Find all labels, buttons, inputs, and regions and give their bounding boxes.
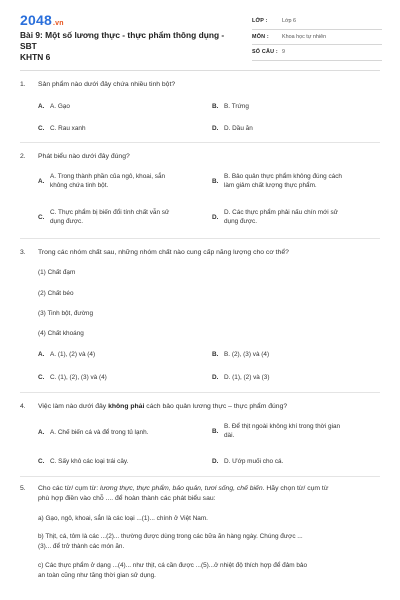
question-text: Việc làm nào dưới đây không phải cách bảo quản lương thực – thực phẩm đúng? <box>38 403 288 410</box>
meta-row-lop <box>252 14 382 30</box>
option-text: D. (1), (2) và (3) <box>224 374 270 381</box>
option-letter: A. <box>38 351 45 358</box>
option-text: B. (2), (3) và (4) <box>224 351 270 358</box>
option-text: A. (1), (2) và (4) <box>50 351 96 358</box>
fill-statement-a: a) Gạo, ngô, khoai, sắn là các loại ...(1)... chính ở Việt Nam. <box>38 515 208 522</box>
question-number: 3. <box>20 249 26 256</box>
list-item: (2) Chất béo <box>38 290 74 297</box>
option-letter: C. <box>38 214 45 221</box>
option-text: D. Các thực phẩm phải nấu chín mới sử dụng được. <box>224 209 338 225</box>
question-number: 4. <box>20 403 26 410</box>
option-letter: D. <box>212 458 219 465</box>
option-letter: D. <box>212 125 219 132</box>
option-c[interactable] <box>38 208 208 230</box>
question-number: 2. <box>20 153 26 160</box>
option-text: B. Bảo quản thực phẩm không đúng cách làm giảm chất lượng thực phẩm. <box>224 173 342 189</box>
meta-row-socau <box>252 45 382 61</box>
option-letter: C. <box>38 374 45 381</box>
title-line-1: Bài 9: Một số lương thực - thực phẩm thông dụng - SBT <box>20 30 225 51</box>
question-text: Sản phẩm nào dưới đây chứa nhiều tinh bột? <box>38 81 176 88</box>
question-divider <box>20 142 380 143</box>
option-letter: C. <box>38 458 45 465</box>
option-letter: D. <box>212 214 219 221</box>
fill-statement-c: c) Các thực phẩm ở dạng ...(4)... như thịt, cá cần được ...(5)...ở nhiệt độ thích hợp để đảm bảo an toàn cũng như tăng thời gian sử dụng. <box>38 562 308 579</box>
option-letter: A. <box>38 103 45 110</box>
option-letter: B. <box>212 428 219 435</box>
option-d[interactable] <box>212 208 382 230</box>
question-text: Cho các từ/ cụm từ: lương thực, thực phẩm, bảo quản, tươi sống, chế biến. Hãy chọn từ/ cụm từ phù hợp điền vào chỗ .... để hoàn thành các phát biểu sau: <box>38 485 329 502</box>
option-text: B. Để thịt ngoài không khí trong thời gian dài. <box>224 423 341 439</box>
list-item: (4) Chất khoáng <box>38 330 84 337</box>
option-letter: B. <box>212 103 219 110</box>
question-divider <box>20 476 380 477</box>
meta-table <box>252 14 382 61</box>
fill-statement-b: b) Thịt, cá, tôm là các ...(2)... thường được dùng trong các bữa ăn hàng ngày. Chúng được ... (3)... để trở thành các món ăn. <box>38 533 303 550</box>
question-text: Phát biểu nào dưới đây đúng? <box>38 153 130 160</box>
option-letter: D. <box>212 374 219 381</box>
header-divider <box>20 70 380 71</box>
page-title <box>20 30 240 63</box>
option-letter: A. <box>38 178 45 185</box>
meta-label: LỚP : <box>252 18 268 25</box>
option-text: B. Trứng <box>224 103 249 110</box>
meta-value: 9 <box>282 49 285 56</box>
option-b[interactable] <box>212 422 382 444</box>
option-text: A. Gạo <box>50 103 70 110</box>
option-letter: A. <box>38 429 45 436</box>
option-letter: B. <box>212 178 219 185</box>
meta-label: SỐ CÂU : <box>252 49 278 56</box>
option-text: C. Sấy khô các loại trái cây. <box>50 458 129 465</box>
option-text: A. Chế biến cá và để trong tủ lạnh. <box>50 429 149 436</box>
question-number: 1. <box>20 81 26 88</box>
option-text: D. Ướp muối cho cá. <box>224 458 284 465</box>
option-text: C. Rau xanh <box>50 125 86 132</box>
question-number: 5. <box>20 485 26 492</box>
option-letter: C. <box>38 125 45 132</box>
option-text: A. Trong thành phần của ngô, khoai, sắn không chứa tinh bột. <box>50 173 166 189</box>
option-letter: B. <box>212 351 219 358</box>
question-divider <box>20 238 380 239</box>
site-logo[interactable]: 2048.vn <box>20 12 64 28</box>
option-text: D. Dầu ăn <box>224 125 253 132</box>
question-5 <box>20 484 380 506</box>
list-item: (1) Chất đạm <box>38 269 76 276</box>
option-a[interactable] <box>38 172 208 194</box>
header <box>0 0 400 70</box>
meta-row-mon <box>252 30 382 46</box>
option-b[interactable] <box>212 172 382 194</box>
option-text: C. Thực phẩm bị biến đổi tính chất vẫn sử dụng được. <box>50 209 170 225</box>
list-item: (3) Tinh bột, đường <box>38 310 94 317</box>
meta-label: MÔN : <box>252 33 269 40</box>
title-line-2: KHTN 6 <box>20 52 51 62</box>
question-text: Trong các nhóm chất sau, những nhóm chất nào cung cấp năng lượng cho cơ thể? <box>38 249 289 256</box>
meta-value: Lớp 6 <box>282 18 297 25</box>
meta-value: Khoa học tự nhiên <box>282 33 327 40</box>
question-divider <box>20 392 380 393</box>
option-text: C. (1), (2), (3) và (4) <box>50 374 107 381</box>
